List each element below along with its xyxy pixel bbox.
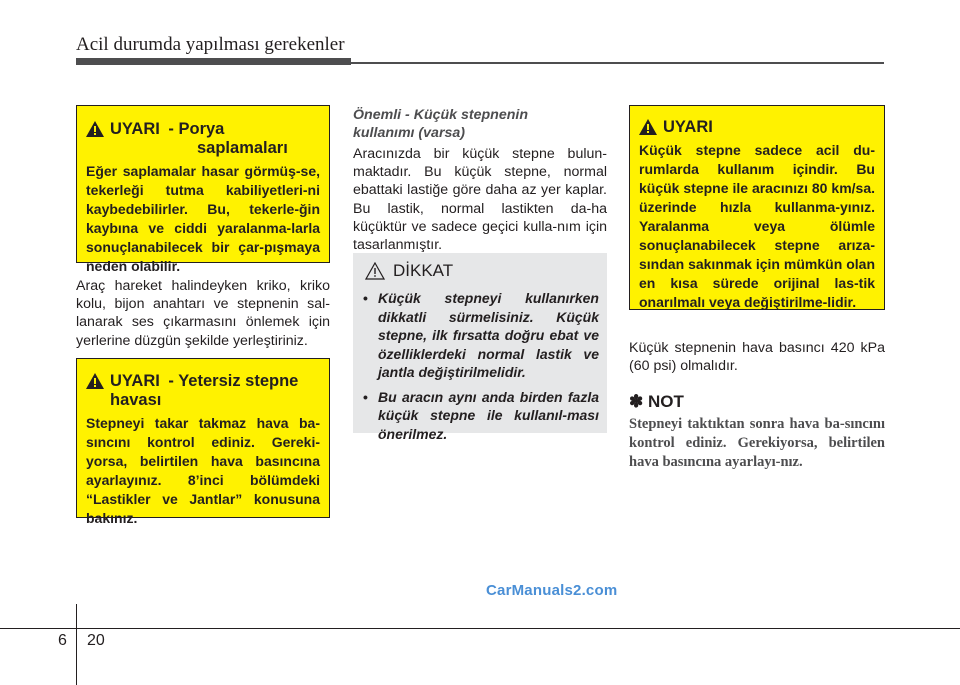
page-number: 20 [87, 632, 105, 649]
section-title-line2: kullanımı (varsa) [353, 125, 465, 141]
caution-item-text: Bu aracın aynı anda birden fazla küçük stepne ile kullanıl-ması önerilmez. [378, 388, 599, 442]
warning-body: Küçük stepne sadece acil du-rumlarda kullanım içindir. Bu küçük stepne ile aracınızı 80 km/sa. üzerinde hızla kullanma-yınız. Yaralanma veya ölümle sonuçlanabilecek stepne arıza-sından sakınmak için mümkün olan en kısa sürede orijinal las-tik onarılmalı veya değiştirilme-lidir. [639, 142, 875, 310]
warning-triangle-icon [86, 373, 104, 389]
caution-label: DİKKAT [393, 261, 454, 280]
caution-title [365, 261, 599, 281]
warning-subtitle-cont: saplamaları [197, 139, 288, 157]
warning-body: Eğer saplamalar hasar görmüş-se, tekerleği tutma kabiliyetleri-ni kaybedebilirler. Bu, tekerle-ğin kaybına ve ciddi yaralanma-larla sonuçlanabilecek bir çar-pışmaya neden olabilir. [86, 163, 320, 274]
section-title [353, 106, 607, 142]
watermark-link[interactable]: CarManuals2.com [486, 582, 618, 599]
caution-box [353, 253, 607, 442]
chapter-number: 6 [58, 632, 67, 649]
warning-subtitle: - Porya [168, 120, 225, 138]
warning-box-speed [629, 105, 885, 310]
note-body: Stepneyi taktıktan sonra hava ba-sıncını kontrol ediniz. Gerekiyorsa, belirtilen hava basıncına ayarlayı-nız. [629, 416, 885, 470]
pressure-paragraph: Küçük stepnenin hava basıncı 420 kPa (60 psi) olmalıdır. [629, 340, 885, 375]
bullet-icon: • [363, 388, 368, 405]
warning-subtitle-cont: havası [110, 391, 162, 409]
note-title: ✽ NOT [629, 392, 684, 411]
warning-box-lug-nuts [76, 105, 330, 274]
bullet-icon: • [363, 290, 368, 306]
section-title-line1: Önemli - Küçük stepnenin [353, 107, 529, 123]
warning-label: UYARI [663, 118, 713, 136]
store-paragraph: Araç hareket halindeyken kriko, kriko kolu, bijon anahtarı ve stepnenin sal-lanarak ses çıkarmasını önlemek için yerlerine düzgün şekilde yerleştiriniz. [76, 278, 330, 349]
page-header-title: Acil durumda yapılması gerekenler [76, 34, 345, 55]
warning-subtitle: - Yetersiz stepne [168, 372, 299, 390]
footer-divider [76, 604, 77, 685]
caution-item [361, 388, 599, 444]
warning-label: UYARI [110, 120, 160, 138]
warning-triangle-icon [86, 121, 104, 137]
warning-triangle-icon [639, 119, 657, 135]
caution-item-text: Küçük stepneyi kullanırken dikkatli sürmelisiniz. Küçük stepne, ilk fırsatta doğru ebat ve özelliklerdeki normal lastik ve jantla değiştirilmelidir. [378, 290, 599, 380]
warning-title [86, 372, 320, 410]
caution-item [361, 289, 599, 382]
footer-rule [0, 628, 960, 629]
compact-spare-paragraph: Aracınızda bir küçük stepne bulun-maktadır. Bu küçük stepne, normal ebattaki lastiğe göre daha az yer kaplar. Bu lastik, normal lastikten da-ha küçüktür ve sadece geçici kulla-nım için tasarlanmıştır. [353, 146, 607, 254]
warning-label: UYARI [110, 372, 160, 390]
header-rule-thick [76, 58, 351, 65]
warning-body: Stepneyi takar takmaz hava ba-sıncını kontrol ediniz. Gereki-yorsa, belirtilen hava basıncına ayarlayınız. 8’inci bölümdeki “Lastikler ve Jantlar” konusuna bakınız. [86, 415, 320, 526]
header-rule-thin [351, 62, 884, 64]
caution-triangle-icon [365, 262, 385, 280]
warning-title [639, 118, 875, 137]
warning-title [86, 120, 320, 158]
caution-list [361, 289, 599, 443]
warning-box-pressure [76, 358, 330, 526]
